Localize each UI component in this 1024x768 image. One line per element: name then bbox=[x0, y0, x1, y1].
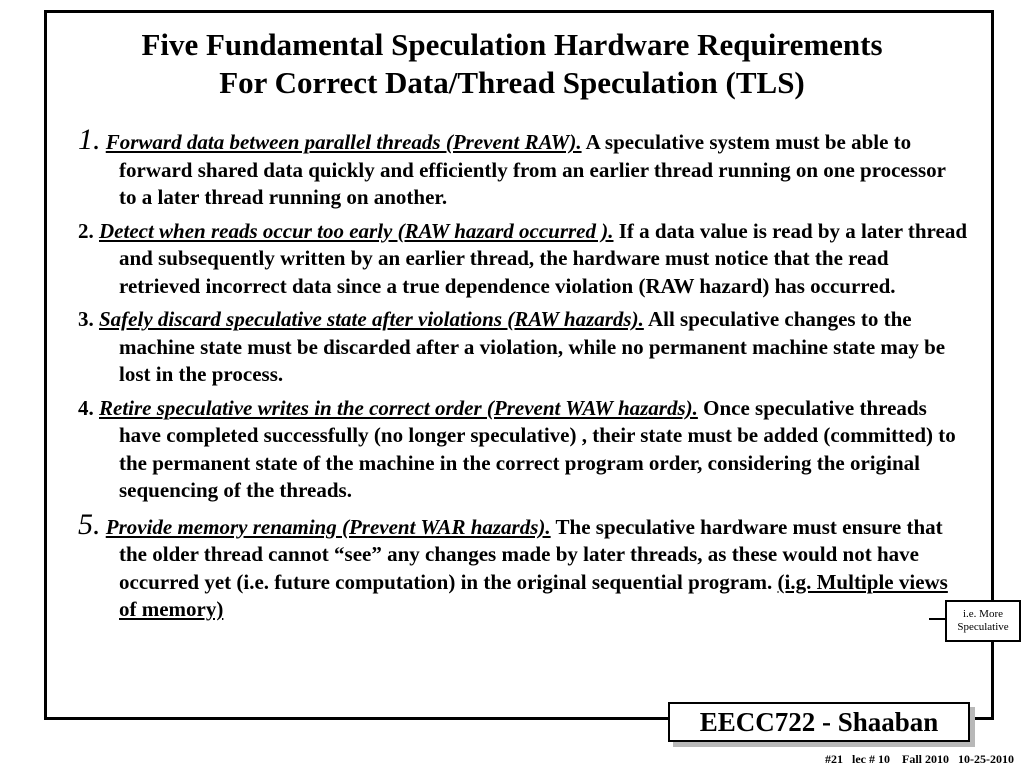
item-number: 1. bbox=[78, 123, 101, 156]
item-number: 3. bbox=[78, 307, 94, 331]
item-body-underlined: (i.g. Multiple views of memory) bbox=[119, 569, 948, 621]
course-footer-box bbox=[668, 702, 970, 742]
footer-meta: #21 lec # 10 Fall 2010 10-25-2010 bbox=[825, 752, 1014, 766]
title-line-1: Five Fundamental Speculation Hardware Requirements bbox=[141, 27, 883, 62]
item-number: 2. bbox=[78, 218, 94, 243]
slide-title bbox=[50, 26, 974, 102]
requirement-item-2 bbox=[78, 218, 968, 301]
course-label: EECC722 - Shaaban bbox=[699, 707, 939, 737]
item-body: A speculative system must be able to forward shared data quickly and efficiently from an earlier thread running on one processor to a later thread running on another. bbox=[119, 130, 946, 209]
item-heading: Forward data between parallel threads (Prevent RAW). bbox=[105, 130, 582, 154]
item-body: If a data value is read by a later thread and subsequently written by an earlier thread, the hardware must notice that the read retrieved incorrect data since a true dependence violation (RAW hazard) has occurred. bbox=[119, 218, 968, 298]
callout-line-2: Speculative bbox=[957, 621, 1009, 633]
item-heading: Detect when reads occur too early (RAW hazard occurred ). bbox=[99, 218, 614, 243]
callout-box bbox=[945, 600, 1021, 642]
item-body: Once speculative threads have completed successfully (no longer speculative) , their state must be added (committed) to the permanent state of the machine in the correct program order, considering the original sequencing of the threads. bbox=[119, 395, 956, 502]
requirement-item-3 bbox=[78, 306, 968, 389]
item-body: The speculative hardware must ensure that the older thread cannot “see” any changes made by later threads, as these would not have occurred yet (i.e. future computation) in the original sequential program. bbox=[119, 514, 943, 594]
requirements-list bbox=[78, 123, 968, 630]
requirement-item-5 bbox=[78, 507, 968, 624]
callout-line-1: i.e. More bbox=[962, 608, 1003, 620]
item-heading: Safely discard speculative state after violations (RAW hazards). bbox=[99, 307, 644, 331]
requirement-item-1 bbox=[78, 123, 968, 212]
item-number: 4. bbox=[78, 395, 94, 420]
item-heading: Provide memory renaming (Prevent WAR hazards). bbox=[105, 514, 551, 539]
title-line-2: For Correct Data/Thread Speculation (TLS) bbox=[219, 65, 805, 100]
item-heading: Retire speculative writes in the correct order (Prevent WAW hazards). bbox=[99, 395, 698, 420]
requirement-item-4 bbox=[78, 395, 968, 505]
item-number: 5. bbox=[78, 507, 101, 541]
item-body: All speculative changes to the machine state must be discarded after a violation, while no permanent machine state may be lost in the process. bbox=[119, 307, 946, 386]
